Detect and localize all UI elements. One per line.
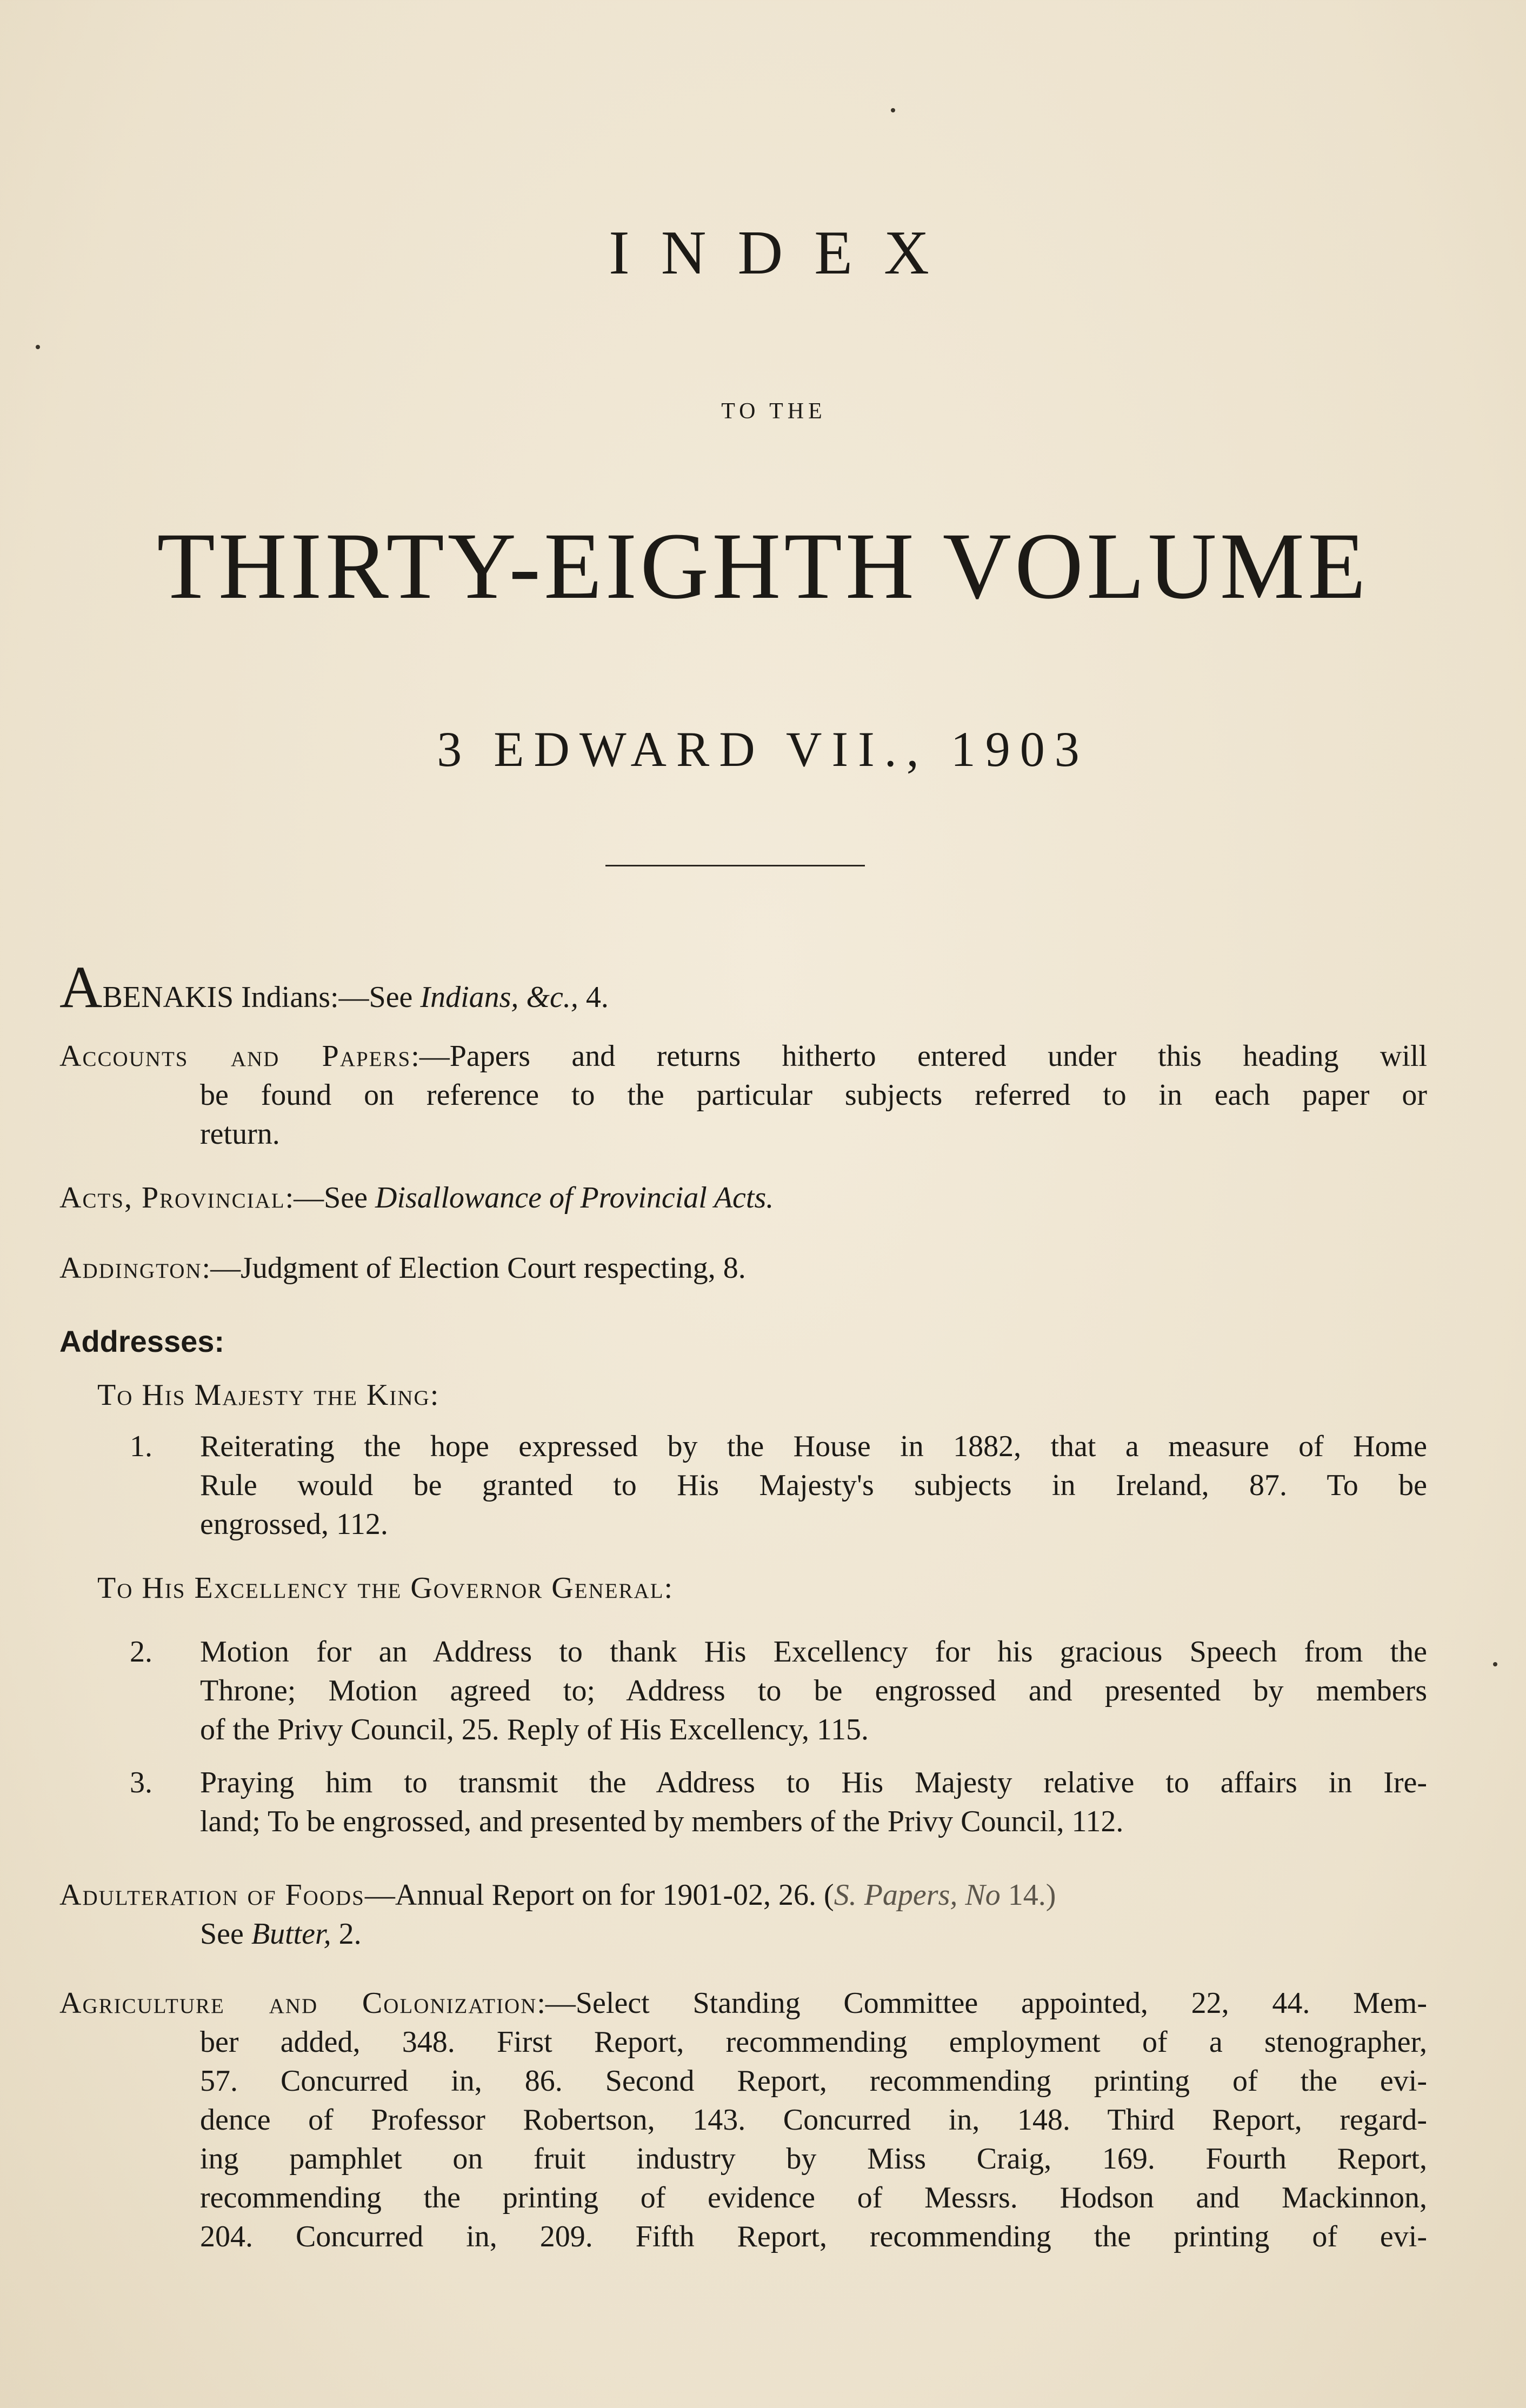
accounts-line-1: :—Papers and returns hitherto entered under this heading will (411, 1039, 1427, 1073)
entry-acts-provincial (59, 1178, 1427, 1217)
print-speck (891, 108, 895, 112)
agriculture-line-3: 57. Concurred in, 86. Second Report, recommending printing of the evi- (200, 2064, 1427, 2098)
address-item-1-line-2: Rule would be granted to His Majesty's subjects in Ireland, 87. To be (200, 1469, 1427, 1502)
agriculture-line-5: ing pamphlet on fruit industry by Miss Craig, 169. Fourth Report, (200, 2142, 1427, 2176)
index-title: INDEX (609, 218, 961, 288)
address-item-3-line-2: land; To be engrossed, and presented by members of the Privy Council, 112. (200, 1805, 1124, 1838)
adulteration-see-tail: 2. (331, 1917, 362, 1951)
address-item-3-number: 3. (130, 1766, 152, 1799)
address-item-2-line-3: of the Privy Council, 25. Reply of His Excellency, 115. (200, 1713, 869, 1746)
accounts-head: Accounts and Papers (59, 1039, 411, 1073)
volume-title: THIRTY-EIGHTH VOLUME (157, 513, 1369, 619)
entry-adulteration-of-foods (59, 1876, 1427, 1953)
entry-agriculture-and-colonization (59, 1984, 1427, 2256)
adulteration-head: Adulteration of Foods (59, 1878, 365, 1912)
addington-head: Addington (59, 1251, 202, 1285)
agriculture-line-1: :—Select Standing Committee appointed, 22, 44. Mem- (537, 1986, 1427, 2020)
adulteration-reference: S. Papers, No (834, 1878, 1001, 1912)
abenakis-reference: Indians, &c., (420, 980, 578, 1014)
address-item-2 (130, 1632, 1427, 1749)
acts-reference: Disallowance of Provincial Acts. (375, 1181, 774, 1215)
agriculture-line-4: dence of Professor Robertson, 143. Concurred in, 148. Third Report, regard- (200, 2103, 1427, 2137)
adulteration-see-reference: Butter, (251, 1917, 331, 1951)
abenakis-tail: 4. (578, 980, 609, 1014)
agriculture-head: Agriculture and Colonization (59, 1986, 537, 2020)
print-speck (36, 345, 40, 349)
entry-addresses (59, 1322, 1427, 1361)
title-divider-rule (605, 865, 865, 866)
agriculture-line-7: 204. Concurred in, 209. Fifth Report, recommending the printing of evi- (200, 2220, 1427, 2253)
entry-accounts-and-papers (59, 1037, 1427, 1153)
reign-year-line: 3 EDWARD VII., 1903 (437, 722, 1089, 777)
address-item-3 (130, 1763, 1427, 1841)
address-item-1 (130, 1427, 1427, 1544)
address-item-2-line-2: Throne; Motion agreed to; Address to be engrossed and presented by members (200, 1674, 1427, 1707)
entry-abenakis (59, 954, 1427, 1020)
adulteration-tail: 14.) (1000, 1878, 1056, 1912)
address-item-1-line-3: engrossed, 112. (200, 1507, 388, 1541)
abenakis-head: BENAKIS (102, 980, 234, 1014)
agriculture-line-2: ber added, 348. First Report, recommending employment of a stenographer, (200, 2025, 1427, 2059)
address-item-2-number: 2. (130, 1635, 152, 1669)
agriculture-line-6: recommending the printing of evidence of Messrs. Hodson and Mackinnon, (200, 2181, 1427, 2214)
adulteration-see: See (200, 1917, 251, 1951)
address-item-2-line-1: Motion for an Address to thank His Excellency for his gracious Speech from the (200, 1635, 1427, 1669)
accounts-line-2: be found on reference to the particular subjects referred to in each paper or (200, 1078, 1427, 1112)
address-item-1-number: 1. (130, 1430, 152, 1463)
addresses-head: Addresses: (59, 1324, 225, 1358)
address-item-1-line-1: Reiterating the hope expressed by the House in 1882, that a measure of Home (200, 1430, 1427, 1463)
print-speck (1493, 1662, 1497, 1666)
adulteration-rest: —Annual Report on for 1901-02, 26. ( (364, 1878, 834, 1912)
addresses-governor-general-subhead: To His Excellency the Governor General: (97, 1571, 674, 1605)
to-the-label: TO THE (721, 399, 827, 424)
abenakis-rest: Indians:—See (234, 980, 421, 1014)
acts-rest: :—See (285, 1181, 376, 1215)
drop-initial: A (59, 954, 103, 1020)
addington-rest: :—Judgment of Election Court respecting, 8. (202, 1251, 746, 1285)
address-item-3-line-1: Praying him to transmit the Address to His Majesty relative to affairs in Ire- (200, 1766, 1427, 1799)
acts-head: Acts, Provincial (59, 1181, 285, 1215)
addresses-king-subhead: To His Majesty the King: (97, 1378, 440, 1412)
accounts-line-3: return. (200, 1117, 280, 1151)
entry-addington (59, 1249, 1427, 1288)
